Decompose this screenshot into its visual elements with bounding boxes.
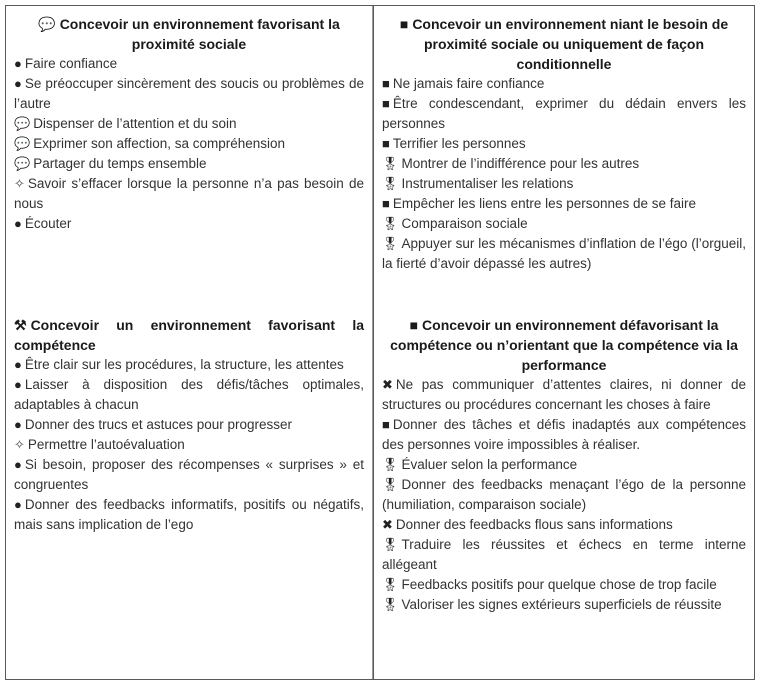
list-item-text: Terrifier les personnes bbox=[392, 136, 526, 151]
chat-icon: 💬 bbox=[38, 16, 56, 32]
medal-icon: 🎖 bbox=[382, 216, 399, 231]
list-item bbox=[382, 375, 746, 415]
list-item-text: Être clair sur les procédures, la structure, les attentes bbox=[24, 357, 344, 372]
list-item-text: Valoriser les signes extérieurs superficiels de réussite bbox=[401, 597, 722, 612]
list-item-text: Savoir s’effacer lorsque la personne n’a pas besoin de nous bbox=[14, 176, 364, 211]
list-item-text: Si besoin, proposer des récompenses « surprises » et congruentes bbox=[14, 457, 364, 492]
list-item bbox=[382, 475, 746, 515]
comparison-table bbox=[5, 5, 755, 680]
list-item-text: Instrumentaliser les relations bbox=[401, 176, 574, 191]
list-item-text: Empêcher les liens entre les personnes de se faire bbox=[392, 196, 697, 211]
list-item-text: Laisser à disposition des défis/tâches optimales, adaptables à chacun bbox=[14, 377, 364, 412]
block-title-text: Concevoir un environnement favorisant la compétence bbox=[14, 317, 364, 353]
dot-icon: ● bbox=[14, 76, 22, 91]
item-list bbox=[382, 74, 746, 274]
dot-icon: ● bbox=[14, 216, 22, 231]
list-item bbox=[14, 214, 364, 234]
list-item bbox=[14, 154, 364, 174]
medal-icon: 🎖 bbox=[382, 236, 399, 251]
square-icon: ■ bbox=[382, 196, 390, 211]
list-item-text: Donner des feedbacks menaçant l’égo de la personne (humiliation, comparaison sociale) bbox=[382, 477, 746, 512]
block-title-text: Concevoir un environnement défavorisant la compétence ou n’orientant que la compétence via la performance bbox=[390, 317, 738, 373]
list-item bbox=[382, 214, 746, 234]
block-title bbox=[382, 14, 746, 74]
block-competence-disfavoring bbox=[382, 315, 746, 615]
medal-icon: 🎖 bbox=[382, 577, 399, 592]
list-item-text: Feedbacks positifs pour quelque chose de trop facile bbox=[401, 577, 717, 592]
square-icon: ■ bbox=[382, 96, 390, 111]
list-item-text: Traduire les réussites et échecs en terme interne allégeant bbox=[382, 537, 746, 572]
block-title bbox=[382, 315, 746, 375]
list-item bbox=[14, 455, 364, 495]
list-item-text: Permettre l’autoévaluation bbox=[27, 437, 185, 452]
list-item-text: Écouter bbox=[24, 216, 72, 231]
list-item bbox=[382, 234, 746, 274]
list-item bbox=[382, 74, 746, 94]
list-item bbox=[14, 495, 364, 535]
list-item-text: Donner des feedbacks flous sans informations bbox=[395, 517, 673, 532]
square-icon: ■ bbox=[382, 76, 390, 91]
list-item-text: Donner des trucs et astuces pour progresser bbox=[24, 417, 292, 432]
block-title bbox=[14, 315, 364, 355]
dot-icon: ● bbox=[14, 417, 22, 432]
list-item bbox=[14, 174, 364, 214]
list-item-text: Dispenser de l’attention et du soin bbox=[33, 116, 237, 131]
cross-icon: ✖ bbox=[382, 377, 393, 392]
list-item bbox=[382, 174, 746, 194]
list-item-text: Appuyer sur les mécanismes d’inflation de l’égo (l’orgueil, la fierté d’avoir dépassé les autres) bbox=[382, 236, 746, 271]
square-icon: ■ bbox=[382, 136, 390, 151]
list-item bbox=[382, 194, 746, 214]
list-item bbox=[382, 515, 746, 535]
block-social-proximity-favoring bbox=[14, 14, 364, 234]
medal-icon: 🎖 bbox=[382, 156, 399, 171]
list-item-text: Ne jamais faire confiance bbox=[392, 76, 545, 91]
list-item-text: Évaluer selon la performance bbox=[401, 457, 578, 472]
block-title-text: Concevoir un environnement niant le besoin de proximité sociale ou uniquement de façon conditionnelle bbox=[412, 16, 729, 72]
medal-icon: 🎖 bbox=[382, 457, 399, 472]
list-item bbox=[382, 455, 746, 475]
cross-icon: ✖ bbox=[382, 517, 393, 532]
dot-icon: ● bbox=[14, 56, 22, 71]
tools-icon: ⚒ bbox=[14, 317, 27, 333]
left-column bbox=[6, 6, 372, 679]
list-item bbox=[382, 415, 746, 455]
list-item-text: Partager du temps ensemble bbox=[33, 156, 207, 171]
dot-icon: ● bbox=[14, 377, 22, 392]
list-item bbox=[382, 595, 746, 615]
list-item-text: Faire confiance bbox=[24, 56, 118, 71]
dot-icon: ● bbox=[14, 497, 22, 512]
star-icon: ✧ bbox=[14, 176, 25, 191]
square-icon: ■ bbox=[399, 16, 409, 32]
medal-icon: 🎖 bbox=[382, 477, 399, 492]
list-item bbox=[14, 114, 364, 134]
list-item-text: Donner des tâches et défis inadaptés aux compétences des personnes voire impossibles à réaliser. bbox=[382, 417, 746, 452]
list-item-text: Ne pas communiquer d’attentes claires, ni donner de structures ou procédures concernant les choses à faire bbox=[382, 377, 746, 412]
square-icon: ■ bbox=[409, 317, 419, 333]
list-item-text: Comparaison sociale bbox=[401, 216, 528, 231]
list-item bbox=[14, 54, 364, 74]
list-item bbox=[382, 575, 746, 595]
list-item bbox=[14, 134, 364, 154]
list-item-text: Exprimer son affection, sa compréhension bbox=[33, 136, 286, 151]
medal-icon: 🎖 bbox=[382, 597, 399, 612]
square-icon: ■ bbox=[382, 417, 390, 432]
list-item bbox=[382, 154, 746, 174]
list-item bbox=[14, 375, 364, 415]
right-column bbox=[374, 6, 754, 679]
block-title-text: Concevoir un environnement favorisant la proximité sociale bbox=[59, 16, 340, 52]
list-item bbox=[14, 435, 364, 455]
list-item bbox=[382, 94, 746, 134]
list-item-text: Être condescendant, exprimer du dédain envers les personnes bbox=[382, 96, 746, 131]
list-item bbox=[382, 134, 746, 154]
list-item-text: Montrer de l’indifférence pour les autres bbox=[401, 156, 640, 171]
block-social-proximity-denying bbox=[382, 14, 746, 274]
chat-icon: 💬 bbox=[14, 116, 31, 131]
chat-icon: 💬 bbox=[14, 156, 31, 171]
block-title bbox=[14, 14, 364, 54]
list-item bbox=[382, 535, 746, 575]
dot-icon: ● bbox=[14, 457, 22, 472]
list-item-text: Donner des feedbacks informatifs, positifs ou négatifs, mais sans implication de l’ego bbox=[14, 497, 364, 532]
medal-icon: 🎖 bbox=[382, 537, 399, 552]
item-list bbox=[382, 375, 746, 615]
list-item bbox=[14, 74, 364, 114]
list-item bbox=[14, 415, 364, 435]
medal-icon: 🎖 bbox=[382, 176, 399, 191]
block-competence-favoring bbox=[14, 315, 364, 535]
item-list bbox=[14, 54, 364, 234]
list-item-text: Se préoccuper sincèrement des soucis ou problèmes de l’autre bbox=[14, 76, 364, 111]
star-icon: ✧ bbox=[14, 437, 25, 452]
list-item bbox=[14, 355, 364, 375]
dot-icon: ● bbox=[14, 357, 22, 372]
chat-icon: 💬 bbox=[14, 136, 31, 151]
item-list bbox=[14, 355, 364, 535]
